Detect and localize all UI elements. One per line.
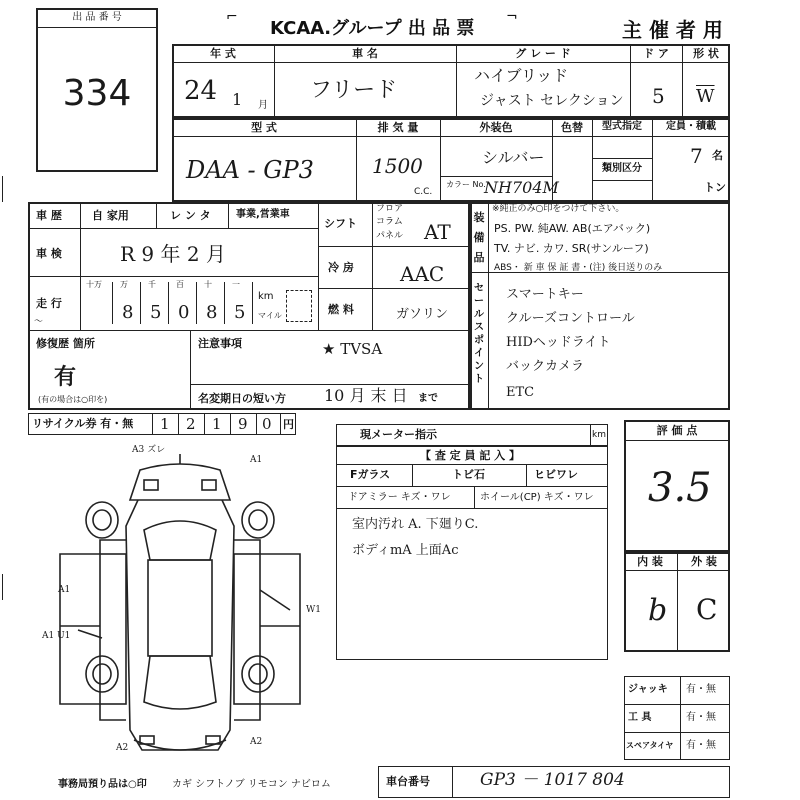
doors-label: ド ア: [643, 47, 669, 60]
capacity-unit: 名: [712, 149, 723, 162]
lot-number: 334: [62, 73, 132, 114]
mileage-unit: 一: [232, 280, 240, 289]
type-designation-label: 型式指定: [602, 121, 642, 132]
doors-value: 5: [652, 84, 665, 108]
damage-mark: A1: [250, 455, 263, 465]
ton-unit: トン: [704, 181, 726, 194]
shape-value: $\overline{W}$: [696, 86, 715, 107]
header-title: KCAA.グループ 出 品 票: [270, 18, 475, 39]
aircon-label: 冷 房: [328, 261, 354, 274]
glass-crack[interactable]: ヒビワレ: [534, 468, 578, 481]
glass-tobi[interactable]: トビ石: [452, 468, 485, 481]
history-own[interactable]: 自 家用: [92, 209, 129, 222]
interior-value: b: [648, 593, 668, 628]
selling-point: HIDヘッドライト: [506, 335, 611, 350]
lot-label: 出 品 番 号: [72, 12, 122, 23]
recycle-digit: 2: [186, 415, 196, 433]
damage-mark: W1: [306, 605, 321, 615]
selling-point: ETC: [506, 385, 535, 400]
mileage-label: 走 行: [36, 297, 62, 310]
shift-floor[interactable]: フロア: [376, 204, 404, 214]
mileage-unit: 万: [120, 280, 128, 289]
category-label: 類別区分: [602, 163, 642, 174]
interior-label: 内 装: [637, 555, 663, 568]
mileage-unit: 十万: [86, 280, 102, 289]
recycle-label: リサイクル券 有・無: [32, 417, 134, 430]
history-label: 車 歴: [36, 209, 62, 222]
office-items: カギ シフトノブ リモコン ナビロム: [172, 779, 331, 790]
displacement-label: 排 気 量: [377, 121, 419, 134]
grade-line2: ジャスト セレクション: [480, 93, 624, 109]
shift-panel[interactable]: パネル: [376, 231, 404, 241]
mileage-unit: 十: [204, 280, 212, 289]
tools-label: 工 具: [628, 712, 652, 723]
score-value: 3.5: [648, 465, 712, 511]
spare-tire-value[interactable]: 有・無: [686, 740, 716, 751]
color-value: シルバー: [482, 148, 545, 167]
mileage-unit: 千: [148, 280, 156, 289]
recycle-digit: 1: [212, 415, 222, 433]
damage-mark: A2: [250, 737, 263, 747]
name-label: 車 名: [352, 47, 378, 60]
damage-mark: A1 U1: [42, 631, 71, 641]
meter-unit: km: [592, 430, 606, 440]
year-month: 1: [232, 90, 243, 109]
grade-line1: ハイブリッド: [474, 66, 569, 85]
cc-unit: C.C.: [414, 187, 433, 197]
inspection-label: 車 検: [36, 247, 62, 260]
host-use-label: 主 催 者 用: [622, 18, 723, 42]
mile-unit: マイル: [258, 311, 282, 320]
year-label: 年 式: [210, 47, 236, 60]
mileage-digit: 5: [234, 302, 246, 323]
model-label: 型 式: [251, 121, 277, 134]
mileage-digit: 5: [150, 302, 162, 323]
exterior-value: C: [696, 593, 718, 626]
tools-value[interactable]: 有・無: [686, 712, 716, 723]
color-swap-label: 色替: [561, 121, 583, 134]
recycle-unit: 円: [283, 418, 294, 431]
equipment-line2[interactable]: TV. ナビ. カワ. SR(サンルーフ): [494, 242, 649, 255]
km-unit: km: [258, 291, 274, 302]
exterior-label: 外 装: [691, 555, 717, 568]
deadline-suffix: まで: [418, 393, 438, 404]
car-name: フリード: [310, 78, 398, 103]
fuel-value: ガソリン: [396, 307, 449, 322]
mile-checkbox[interactable]: [286, 290, 312, 322]
corner-mark: ¬: [506, 9, 518, 25]
notes-value: ★ TVSA: [322, 340, 383, 358]
mirror-label: ドアミラー キズ・ワレ: [348, 492, 451, 503]
deadline-value: 10 月 末 日: [324, 386, 408, 405]
car-diagram: [30, 440, 330, 780]
brand-logo: KCAA: [270, 18, 325, 39]
grade-label: グ レ ー ド: [515, 47, 571, 60]
jack-label: ジャッキ: [628, 684, 668, 695]
month-unit: 月: [258, 100, 268, 111]
selling-point: バックカメラ: [506, 359, 585, 374]
wheel-label: ホイール(CP) キズ・ワレ: [480, 492, 594, 503]
mileage-unit: 百: [176, 280, 184, 289]
shift-value: AT: [424, 220, 451, 244]
capacity-value: 7: [690, 144, 703, 168]
capacity-label: 定員・積載: [666, 121, 716, 132]
history-business[interactable]: 事業,営業車: [236, 209, 290, 220]
shift-column[interactable]: コラム: [376, 217, 403, 227]
recycle-digit: 0: [262, 415, 272, 433]
shift-label: シフト: [324, 217, 357, 230]
selling-point: クルーズコントロール: [506, 311, 635, 326]
assessor-title: 【 査 定 員 記 入 】: [420, 449, 520, 462]
aircon-value: AAC: [400, 262, 445, 286]
inspection-value: R 9 年 2 月: [120, 242, 226, 266]
notes-label: 注意事項: [198, 337, 242, 350]
shape-label: 形 状: [693, 47, 719, 60]
repair-label: 修復歴 箇所: [36, 337, 95, 350]
color-no-value: NH704M: [484, 178, 559, 197]
displacement-value: 1500: [372, 154, 423, 178]
fuel-label: 燃 料: [328, 303, 354, 316]
equipment-line3[interactable]: ABS・ 新 車 保 証 書・(注) 後日送りのみ: [494, 263, 663, 273]
jack-value[interactable]: 有・無: [686, 684, 716, 695]
glass-label: Fガラス: [350, 468, 391, 481]
model-value: DAA - GP3: [186, 156, 314, 184]
damage-mark: A2: [116, 743, 129, 753]
equipment-side-label: 装備品: [473, 211, 485, 264]
selling-point: スマートキー: [506, 287, 584, 302]
spare-tire-label: スペアタイヤ: [626, 741, 674, 750]
damage-mark: A1: [58, 585, 71, 595]
color-label: 外装色: [479, 121, 513, 134]
assessor-comment: 室内汚れ A. 下廻りC.: [352, 517, 479, 532]
equipment-note: ※純正のみ○印をつけて下さい。: [492, 204, 625, 214]
recycle-digit: 1: [160, 415, 170, 433]
margin-tick: [2, 176, 3, 202]
margin-tick: [2, 574, 3, 600]
mileage-digit: 0: [178, 302, 190, 323]
assessor-comment: ボディmA 上面Ac: [352, 543, 459, 558]
repair-note: (有の場合は○印を): [38, 395, 108, 404]
meter-label: 現メーター指示: [360, 428, 437, 441]
main-left-box: [28, 202, 470, 410]
color-no-label: カラー No.: [446, 180, 486, 189]
deadline-label: 名変期日の短い方: [198, 392, 286, 405]
recycle-digit: 9: [238, 415, 248, 433]
selling-points-side-label: セールスポイント: [474, 283, 484, 385]
mileage-digit: 8: [122, 302, 134, 323]
equipment-line1[interactable]: PS. PW. 純AW. AB(エアバック): [494, 222, 651, 235]
score-label: 評 価 点: [656, 424, 698, 437]
chassis-value: GP3 － 1017 804: [480, 770, 625, 790]
chassis-label: 車台番号: [386, 775, 430, 788]
repair-value: 有: [54, 364, 77, 390]
corner-mark: ⌐: [226, 9, 238, 25]
history-rental[interactable]: レ ン タ: [170, 209, 211, 222]
damage-mark: A3 ズレ: [132, 445, 166, 455]
mileage-digit: 8: [206, 302, 218, 323]
office-label: 事務局預り品は○印: [58, 779, 147, 790]
year-value: 24: [184, 76, 218, 106]
mileage-tick: 〜: [34, 317, 44, 327]
